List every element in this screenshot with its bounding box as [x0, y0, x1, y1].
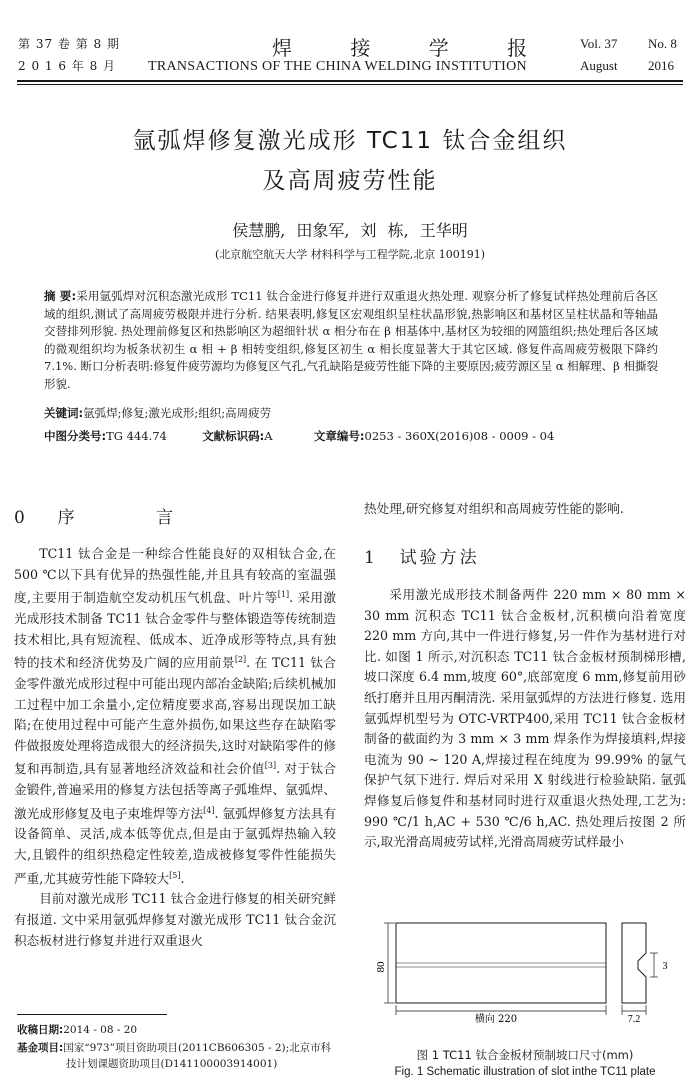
- citation: [4]: [203, 805, 215, 815]
- intro-paragraph-2: 目前对激光成形 TC11 钛合金进行修复的相关研究鲜有报道. 文中采用氩弧焊修复对激光成形 TC11 钛合金沉积态板材进行修复并进行双重退火: [14, 891, 336, 948]
- methods-heading: [364, 543, 480, 568]
- abstract-label: 摘 要:: [44, 289, 77, 303]
- abstract: [44, 288, 658, 393]
- article-no-label: 文章编号:: [313, 429, 365, 443]
- clc-value: TG 444.74: [106, 429, 167, 443]
- doc-code-value: A: [264, 429, 273, 443]
- keywords: [44, 405, 271, 421]
- classification-line: [44, 428, 554, 444]
- plate-side-view: [622, 923, 646, 1003]
- intro-heading: [14, 503, 211, 528]
- methods-paragraph-1: 采用激光成形技术制备两件 220 mm × 80 mm × 30 mm 沉积态 TC11 钛合金板材,沉积横向沿着宽度 220 mm 方向,其中一件进行修复,另一件作为基材进行对比. 如图 1 所示,对沉积态 TC11 钛合金板材预制梯形槽,坡口深度 6.4 mm,坡度 60°,底部宽度 6 mm,修复前用砂纸打磨并且用丙酮清洗. 采用氩弧焊的方法进行修复. 选用氩弧焊机型号为 OTC-VRTP400,采用 TC11 钛合金板材制备的截面约为 3 mm × 3 mm 焊条作为焊接填料,焊接电流为 90 ~ 120 A,焊接过程在纯度为 99.99% 的氩气保护气氛下进行. 焊后对采用 X 射线进行检验缺陷. 氩弧焊修复后修复件和基材同时进行双重退火热处理,工艺为: 990 ℃/1 h,AC + 530 ℃/6 h,AC. 热处理后按图 2 所示,取光滑高周疲劳试样,光滑高周疲劳试样最小: [364, 587, 686, 850]
- intro-number: 0: [14, 508, 25, 528]
- header-rule-thin: [17, 84, 683, 85]
- received-date: 2014 - 08 - 20: [63, 1024, 138, 1036]
- footnote-rule: [17, 1014, 167, 1015]
- journal-title-cn: 焊 接 学 报: [272, 36, 554, 60]
- left-column: [14, 544, 336, 951]
- received-label: 收稿日期:: [17, 1024, 64, 1036]
- intro-paragraph-2-cont: 热处理,研究修复对组织和高周疲劳性能的影响.: [364, 501, 624, 516]
- article-title-line2: 及高周疲劳性能: [262, 168, 438, 194]
- right-column-continuation: [364, 499, 686, 520]
- header-date-cn: 2 0 1 6 年 8 月: [18, 59, 117, 73]
- keywords-text: 氩弧焊;修复;激光成形;组织;高周疲劳: [83, 406, 272, 420]
- footnote-fund: [17, 1040, 331, 1056]
- header-year-en: 2016: [648, 58, 674, 73]
- article-title-line1: 氩弧焊修复激光成形 TC11 钛合金组织: [132, 128, 568, 154]
- methods-body: [364, 585, 686, 853]
- intro-title: 序 言: [57, 508, 212, 528]
- citation: [2]: [234, 655, 247, 665]
- header-rule-thick: [17, 80, 683, 82]
- methods-title: 试验方法: [399, 548, 480, 568]
- length-dimension-label: 横向 220: [474, 1014, 518, 1025]
- header-month-en: August: [580, 58, 618, 73]
- header-volume-cn: 第 37 卷 第 8 期: [18, 37, 120, 51]
- width-dimension-label: 7.2: [627, 1014, 641, 1025]
- citation: [5]: [169, 870, 181, 880]
- height-dimension-label: 80: [375, 961, 387, 973]
- depth-dimension-label: 3: [662, 961, 668, 972]
- fund-line2: 技计划课题资助项目(D141100003914001): [66, 1058, 278, 1070]
- fund-line1: 国家“973”项目资助项目(2011CB606305 - 2);北京市科: [63, 1042, 332, 1054]
- fund-label: 基金项目:: [17, 1042, 64, 1054]
- methods-number: 1: [364, 548, 375, 568]
- abstract-text: 采用氩弧焊对沉积态激光成形 TC11 钛合金进行修复并进行双重退火热处理. 观察分析了修复试样热处理前后各区域的组织,测试了高周疲劳极限并进行分析. 结果表明,修复区宏观组织呈柱状晶形貌,热影响区和基材区呈柱状晶和等轴晶交替排列形貌. 热处理前修复区和热影响区为超细针状 α 相分布在 β 相基体中,基材区为较细的网篮组织;热处理后各区域的微观组织均为板条状初生 α 相 + β 相转变组织,修复区初生 α 相长度显著大于其它区域. 修复件高周疲劳极限下降约 7.1%. 断口分析表明:修复件疲劳源均为修复区气孔,气孔缺陷是疲劳性能下降的主要原因;疲劳源区呈 α 相解理、β 相撕裂形貌.: [44, 289, 658, 391]
- clc-label: 中图分类号:: [44, 429, 107, 443]
- header-number-en: No. 8: [648, 36, 677, 51]
- authors: 侯慧鹏, 田象军, 刘 栋, 王华明: [232, 221, 468, 240]
- keywords-label: 关键词:: [44, 406, 84, 420]
- figure-1-schematic: [364, 895, 686, 1025]
- article-no-value: 0253 - 360X(2016)08 - 0009 - 04: [364, 429, 555, 443]
- affiliation: (北京航空航天大学 材料科学与工程学院,北京 100191): [214, 248, 486, 261]
- citation: [1]: [277, 590, 290, 600]
- citation: [3]: [264, 761, 277, 771]
- journal-title-en: TRANSACTIONS OF THE CHINA WELDING INSTITUTION: [148, 59, 527, 74]
- footnote-received: [17, 1022, 137, 1038]
- figure-1-caption-cn: 图 1 TC11 钛合金板材预制坡口尺寸(mm): [416, 1048, 634, 1062]
- header-volume-en: Vol. 37: [580, 36, 618, 51]
- figure-1-caption-en: Fig. 1 Schematic illustration of slot inthe TC11 plate: [394, 1066, 656, 1078]
- intro-paragraph-1: TC11 钛合金是一种综合性能良好的双相钛合金,在 500 ℃以下具有优异的热强性能,并且具有较高的室温强度,主要用于制造航空发动机压气机盘、叶片等[1]. 采用激光成形技术制备 TC11 钛合金零件与整体锻造等传统制造技术相比,具有短流程、低成本、近净成形等特点,具有独特的技术和经济优势及广阔的应用前景[2]. 在 TC11 钛合金零件激光成形过程中可能出现内部冶金缺陷;后续机械加工过程中加工余量小,定位精度要求高,容易出现误加工缺陷;在使用过程中可能产生意外损伤,如果这些存在缺陷零件做报废处理将造成很大的经济损失,这时对缺陷零件的修复和再制造,具有显著地经济效益和社会价值[3]. 对于钛合金锻件,普遍采用的修复方法包括等离子弧堆焊、氩弧焊、激光成形修复及电子束堆焊等方法[4]. 氩弧焊修复方法具有设备简单、灵活,成本低等优点,但是由于氩弧焊热输入较大,且锻件的组织热稳定性较差,造成被修复零件性能损失严重,尤其疲劳性能下降较大[5].: [14, 546, 337, 886]
- doc-code-label: 文献标识码:: [202, 429, 265, 443]
